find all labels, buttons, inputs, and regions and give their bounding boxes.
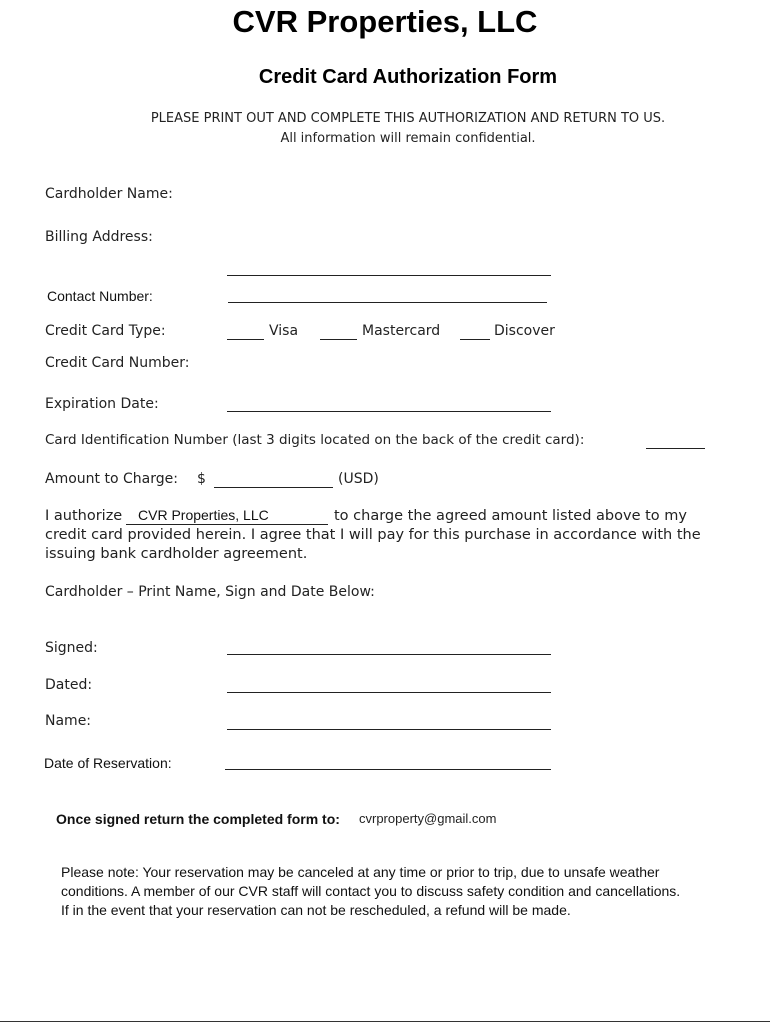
visa-option: Visa [269,323,299,339]
page-bottom-divider [0,1021,770,1022]
cardholder-name-label: Cardholder Name: [45,186,173,202]
instruction-line-1: PLEASE PRINT OUT AND COMPLETE THIS AUTHORIZATION AND RETURN TO US. [150,111,666,126]
cin-label: Card Identification Number (last 3 digits located on the back of the credit card): [45,432,585,448]
visa-checkbox-line[interactable] [227,339,264,340]
expiration-date-label: Expiration Date: [45,396,159,412]
billing-address-field[interactable] [227,275,551,276]
currency-code: (USD) [338,471,379,487]
reservation-date-label: Date of Reservation: [44,755,172,771]
authorize-prefix: I authorize [45,508,123,524]
return-label: Once signed return the completed form to: [56,811,340,827]
authorize-line2: credit card provided herein. I agree that I will pay for this purchase in accordance with the [45,527,701,543]
note-line-1: Please note: Your reservation may be canceled at any time or prior to trip, due to unsafe weather [61,864,660,880]
currency-symbol: $ [197,471,206,487]
discover-option: Discover [494,323,555,339]
signature-heading: Cardholder – Print Name, Sign and Date Below: [45,584,375,600]
dated-field[interactable] [227,692,551,693]
name-field[interactable] [227,729,551,730]
contact-number-field[interactable] [228,302,547,303]
card-number-label: Credit Card Number: [45,355,190,371]
company-title: CVR Properties, LLC [232,4,538,39]
cin-field[interactable] [646,448,705,449]
signed-field[interactable] [227,654,551,655]
instruction-line-2: All information will remain confidential. [280,131,536,146]
signed-label: Signed: [45,640,98,656]
note-line-2: conditions. A member of our CVR staff will contact you to discuss safety condition and cancellations. [61,883,681,899]
card-type-label: Credit Card Type: [45,323,166,339]
billing-address-label: Billing Address: [45,229,153,245]
contact-number-label: Contact Number: [47,288,153,304]
amount-label: Amount to Charge: [45,471,178,487]
amount-field[interactable] [214,487,333,488]
reservation-date-field[interactable] [225,769,551,770]
authorize-line1-suffix: to charge the agreed amount listed above to my [334,508,687,524]
payee-value: CVR Properties, LLC [138,507,269,523]
authorize-line3: issuing bank cardholder agreement. [45,546,308,562]
return-email[interactable]: cvrproperty@gmail.com [359,811,497,826]
reservation-note [61,863,751,920]
dated-label: Dated: [45,677,93,693]
expiration-date-field[interactable] [227,411,551,412]
name-label: Name: [45,713,92,729]
form-title: Credit Card Authorization Form [258,66,558,88]
mastercard-option: Mastercard [362,323,441,339]
mastercard-checkbox-line[interactable] [320,339,357,340]
payee-field[interactable] [126,524,328,525]
note-line-3: If in the event that your reservation can not be rescheduled, a refund will be made. [61,902,571,918]
discover-checkbox-line[interactable] [460,339,490,340]
